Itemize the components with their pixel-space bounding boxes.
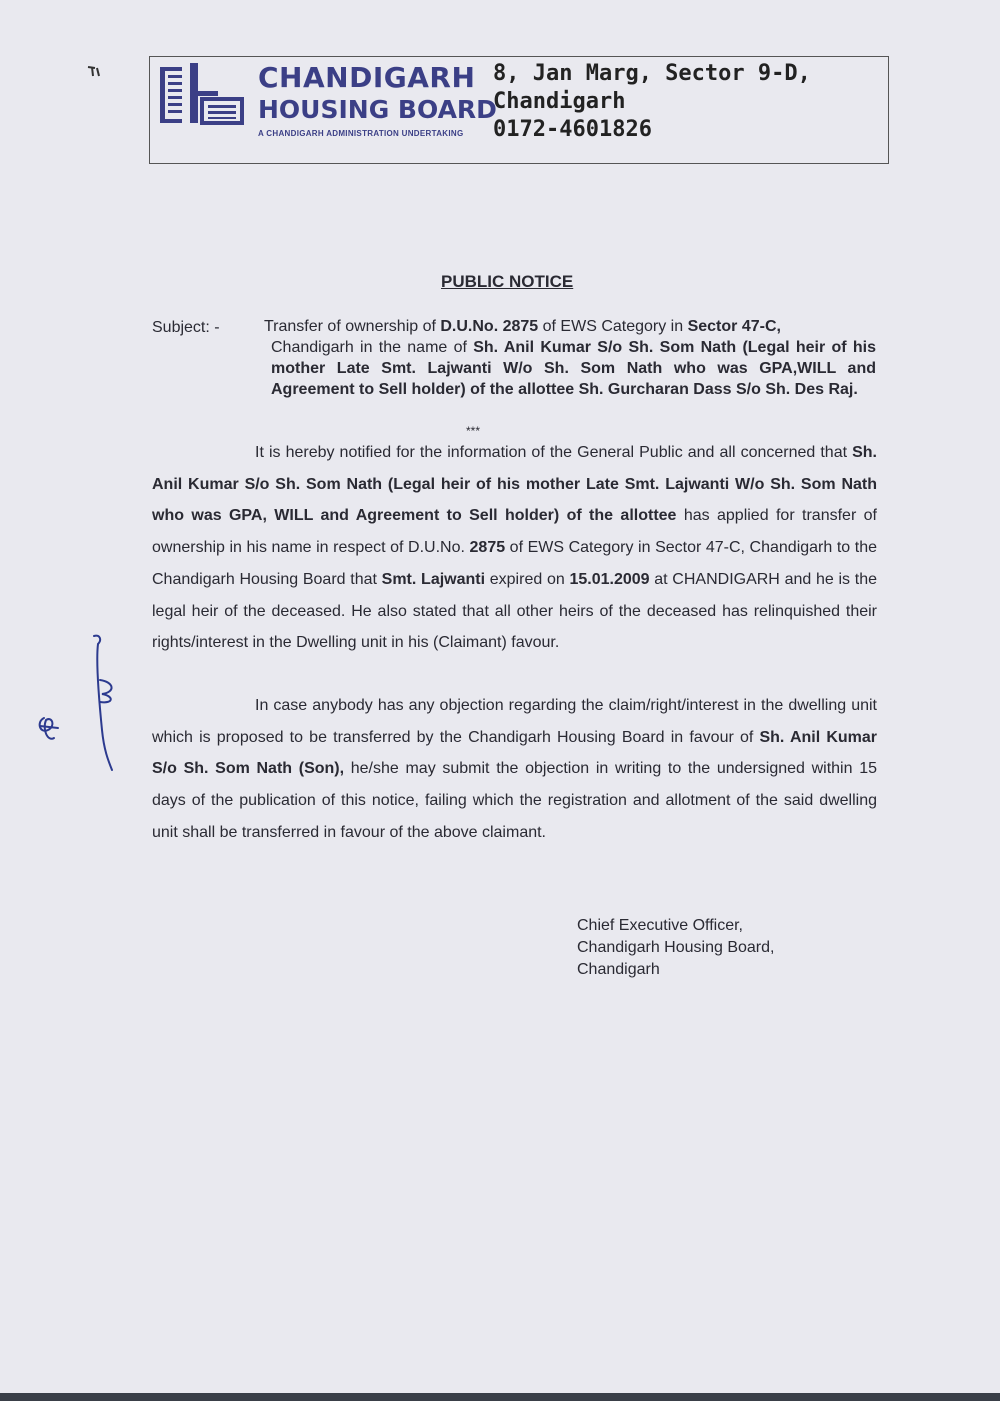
para2-text: In case anybody has any objection regarding the claim/right/interest in the dwelling unit which is proposed to be transferred by the Chandigarh Housing Board in favour of: [152, 697, 877, 746]
phone-number: 0172-4601826: [493, 117, 652, 142]
logo-name-line1: CHANDIGARH: [258, 61, 476, 94]
subject-unit-number: D.U.No. 2875: [440, 318, 539, 335]
chb-logo-icon: [160, 63, 252, 127]
subject-sector: Sector 47-C,: [687, 318, 781, 335]
address-line2: Chandigarh: [493, 89, 626, 114]
letterhead: [149, 56, 889, 164]
para1-date-of-death: 15.01.2009: [569, 570, 650, 588]
subject-claimant-details: Sh. Anil Kumar S/o Sh. Som Nath (Legal heir of his mother Late Smt. Lajwanti W/o Sh. Som Nath who was GPA,WILL and Agreement to Sell holder) of the allottee Sh. Gurcharan Dass S/o Sh. Des Raj.: [271, 339, 876, 398]
subject-label: Subject: -: [152, 319, 220, 336]
notice-paragraph-2: [152, 690, 877, 849]
para1-text: at CHANDIGARH and he is the legal heir of the deceased. He also stated that all other heirs of the deceased has relinquished their rights/interest in the Dwelling unit in his (Claimant) favour.: [152, 570, 877, 652]
logo-tagline: A CHANDIGARH ADMINISTRATION UNDERTAKING: [258, 129, 464, 138]
scan-bottom-edge: [0, 1393, 1000, 1401]
signatory-title: Chief Executive Officer,: [577, 917, 743, 934]
corner-ink-mark: [86, 64, 106, 80]
para1-deceased-name: Smt. Lajwanti: [381, 570, 486, 588]
para1-text: of EWS Category in Sector 47-C, Chandigarh to the Chandigarh Housing Board that: [152, 539, 877, 588]
para1-text: expired on: [485, 570, 570, 588]
subject-text: [264, 316, 876, 400]
logo-name-line2: HOUSING BOARD: [258, 95, 497, 124]
subject-text-part: of EWS Category in: [538, 318, 688, 335]
para1-text: has applied for transfer of ownership in his name in respect of D.U.No.: [152, 507, 877, 557]
para1-text: It is hereby notified for the information of the General Public and all concerned that: [255, 444, 853, 461]
signature-block: [577, 915, 774, 981]
address-line1: 8, Jan Marg, Sector 9-D,: [493, 61, 811, 86]
para1-claimant: Sh. Anil Kumar S/o Sh. Som Nath (Legal heir of his mother Late Smt. Lajwanti W/o Sh. Som Nath who was GPA, WILL and Agreement to Sell holder) of the allottee: [152, 444, 877, 525]
signatory-city: Chandigarh: [577, 961, 660, 978]
subject-text-part: Chandigarh in the name of: [271, 339, 474, 356]
para2-claimant: Sh. Anil Kumar S/o Sh. Som Nath (Son),: [152, 728, 878, 778]
notice-paragraph-1: [152, 437, 877, 659]
handwritten-initials-icon: [30, 630, 140, 780]
para2-text: he/she may submit the objection in writing to the undersigned within 15 days of the publication of this notice, failing which the registration and allotment of the said dwelling unit shall be transferred in favour of the above claimant.: [152, 760, 877, 841]
separator-stars: ***: [466, 424, 481, 438]
subject-text-part: Transfer of ownership of: [264, 318, 441, 335]
signatory-organization: Chandigarh Housing Board,: [577, 939, 775, 956]
notice-title: PUBLIC NOTICE: [441, 272, 574, 291]
para1-unit-number: 2875: [469, 539, 506, 557]
